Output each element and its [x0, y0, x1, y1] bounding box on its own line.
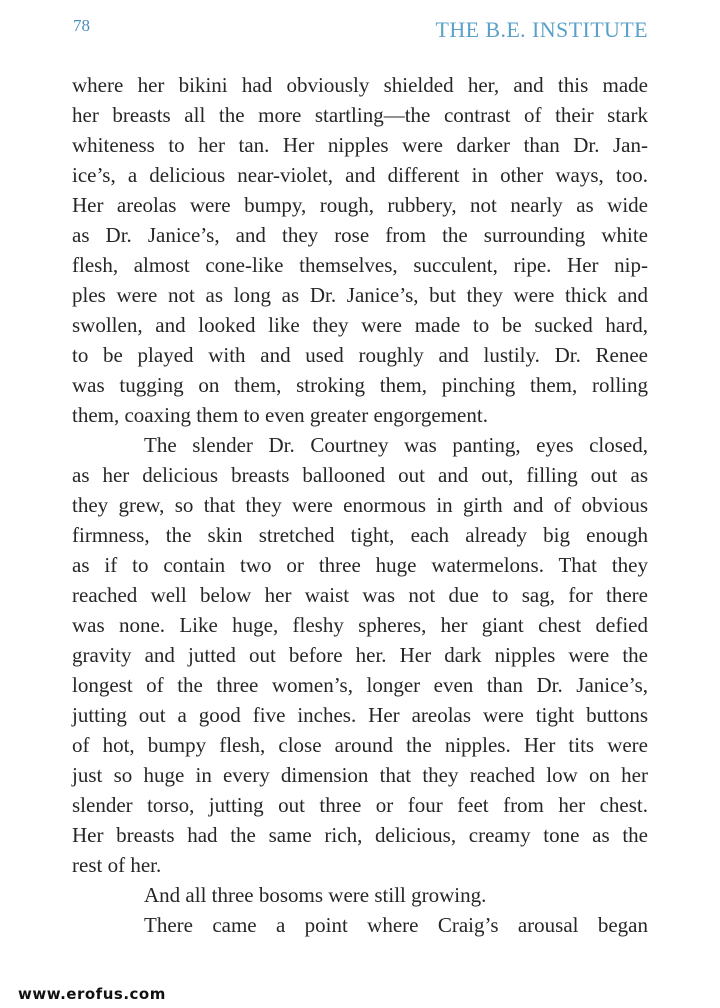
- text-line: ice’s, a delicious near-violet, and different in other ways, too.: [72, 163, 648, 187]
- text-line: just so huge in every dimension that they reached low on her: [72, 763, 648, 787]
- paragraph-line: And all three bosoms were still growing.: [144, 883, 487, 907]
- paragraph-start-line: The slender Dr. Courtney was panting, eyes closed,: [144, 433, 648, 457]
- text-line: her breasts all the more startling—the contrast of their stark: [72, 103, 648, 127]
- text-line: jutting out a good five inches. Her areolas were tight buttons: [72, 703, 648, 727]
- page-number: 78: [73, 16, 90, 35]
- watermark: www.erofus.com: [18, 985, 166, 1003]
- text-line: to be played with and used roughly and lustily. Dr. Renee: [72, 343, 648, 367]
- text-line: as her delicious breasts ballooned out and out, filling out as: [72, 463, 648, 487]
- paragraph-end-line: rest of her.: [72, 853, 162, 877]
- text-line: whiteness to her tan. Her nipples were darker than Dr. Jan-: [72, 133, 648, 157]
- text-line: ples were not as long as Dr. Janice’s, but they were thick and: [72, 283, 648, 307]
- text-line: slender torso, jutting out three or four feet from her chest.: [72, 793, 648, 817]
- text-line: flesh, almost cone-like themselves, succulent, ripe. Her nip-: [72, 253, 648, 277]
- paragraph-start-line: There came a point where Craig’s arousal began: [144, 913, 648, 937]
- text-line: as if to contain two or three huge watermelons. That they: [72, 553, 648, 577]
- text-line: firmness, the skin stretched tight, each already big enough: [72, 523, 648, 547]
- paragraph-end-line: them, coaxing them to even greater engorgement.: [72, 403, 488, 427]
- text-line: reached well below her waist was not due to sag, for there: [72, 583, 648, 607]
- text-line: Her areolas were bumpy, rough, rubbery, not nearly as wide: [72, 193, 648, 217]
- body-text: [72, 70, 648, 940]
- running-head: THE B.E. INSTITUTE: [435, 17, 648, 42]
- text-line: was none. Like huge, fleshy spheres, her giant chest defied: [72, 613, 648, 637]
- text-line: they grew, so that they were enormous in girth and of obvious: [72, 493, 648, 517]
- text-line: Her breasts had the same rich, delicious, creamy tone as the: [72, 823, 648, 847]
- text-line: gravity and jutted out before her. Her dark nipples were the: [72, 643, 648, 667]
- text-line: longest of the three women’s, longer even than Dr. Janice’s,: [72, 673, 648, 697]
- text-line: of hot, bumpy flesh, close around the nipples. Her tits were: [72, 733, 648, 757]
- text-line: where her bikini had obviously shielded her, and this made: [72, 73, 648, 97]
- text-line: was tugging on them, stroking them, pinching them, rolling: [72, 373, 648, 397]
- text-line: swollen, and looked like they were made to be sucked hard,: [72, 313, 648, 337]
- text-line: as Dr. Janice’s, and they rose from the surrounding white: [72, 223, 648, 247]
